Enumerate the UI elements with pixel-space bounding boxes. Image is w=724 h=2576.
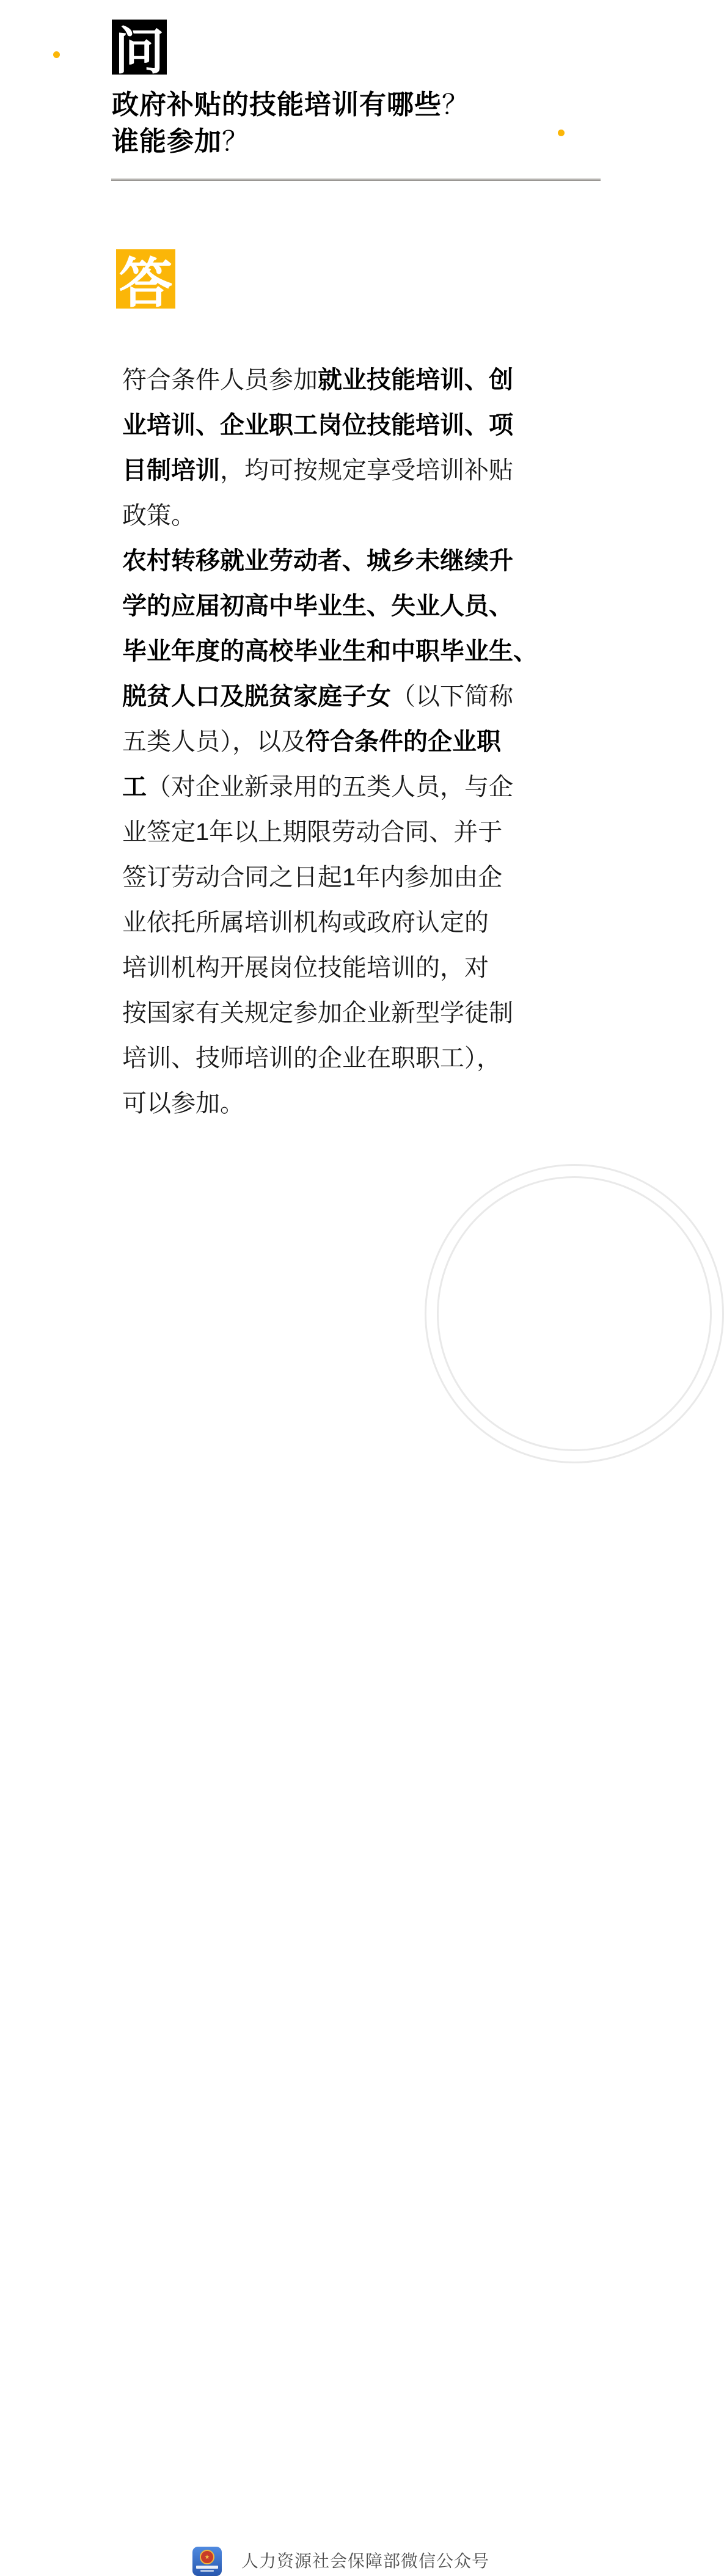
text-segment: ，均可按规定享受培训补贴 [220,457,513,484]
text-segment: 谁能参加 [112,126,222,156]
text-segment: 签订劳动合同之日起1年内参加由企 [122,864,503,891]
body-line [122,674,525,719]
text-segment: 学的应届初高中毕业生、失业人员、 [122,593,513,620]
body-line [122,584,525,629]
text-segment: （对企业新录用的五类人员，与企 [147,774,513,800]
question-seal-icon [112,20,167,79]
text-segment: 毕业年度的高校毕业生和中职毕业生、 [122,638,538,665]
footer-label: 人力资源社会保障部微信公众号 [241,2552,490,2571]
text-segment: 业签定1年以上期限劳动合同、并于 [122,819,503,846]
text-segment: ？ [442,90,469,120]
text-segment: 就业技能培训、创 [318,367,513,393]
decorative-dot-left [53,51,60,58]
body-line [122,810,525,855]
body-line [122,1036,525,1081]
answer-seal-char: 答 [119,252,173,313]
body-line [122,900,525,945]
text-segment: 目制培训 [122,457,220,484]
text-segment: 工 [122,774,147,800]
body-line [122,357,525,403]
title-line [112,87,469,123]
text-segment: 脱贫人口及脱贫家庭子女 [122,683,391,710]
decorative-ring-inner [437,1176,712,1451]
body-text [122,357,538,1126]
body-line [122,945,525,990]
title-line [112,123,469,160]
text-segment: 符合条件人员参加 [122,367,318,393]
answer-seal-icon [116,249,175,313]
text-segment: 培训、技师培训的企业在职职工）， [122,1045,501,1072]
text-segment: 五类人员），以及 [122,728,305,755]
text-segment: 业依托所属培训机构或政府认定的 [122,909,489,936]
text-segment: （以下简称 [391,683,513,710]
text-segment: 可以参加。 [122,1090,244,1117]
text-segment: 农村转移就业劳动者、城乡未继续升 [122,547,513,574]
star-icon [205,2555,210,2560]
text-segment: 培训机构开展岗位技能培训的，对 [122,954,489,981]
body-line [122,990,525,1036]
question-seal-char: 问 [114,23,164,79]
logo-text-bar-small [200,2570,214,2572]
body-line [122,448,525,493]
title-divider [111,178,601,181]
decorative-dot-right [558,130,565,136]
national-emblem-icon [200,2550,214,2564]
text-segment: 政府补贴的技能培训有哪些 [112,90,442,120]
body-line [122,403,525,448]
text-segment: 政策。 [122,502,196,529]
footer [0,1271,611,2571]
body-line [122,1081,525,1126]
body-line [122,493,525,538]
ministry-logo-icon [192,2547,222,2576]
text-segment: ？ [222,126,249,156]
body-line [122,855,525,900]
logo-text-bar [196,2566,218,2569]
body-line [122,629,538,674]
body-line [122,764,525,810]
text-segment: 符合条件的企业职 [305,728,501,755]
page-title [112,87,469,160]
body-line [122,719,525,764]
text-segment: 业培训、企业职工岗位技能培训、项 [122,412,513,439]
text-segment: 按国家有关规定参加企业新型学徒制 [122,1000,513,1026]
body-line [122,538,525,584]
